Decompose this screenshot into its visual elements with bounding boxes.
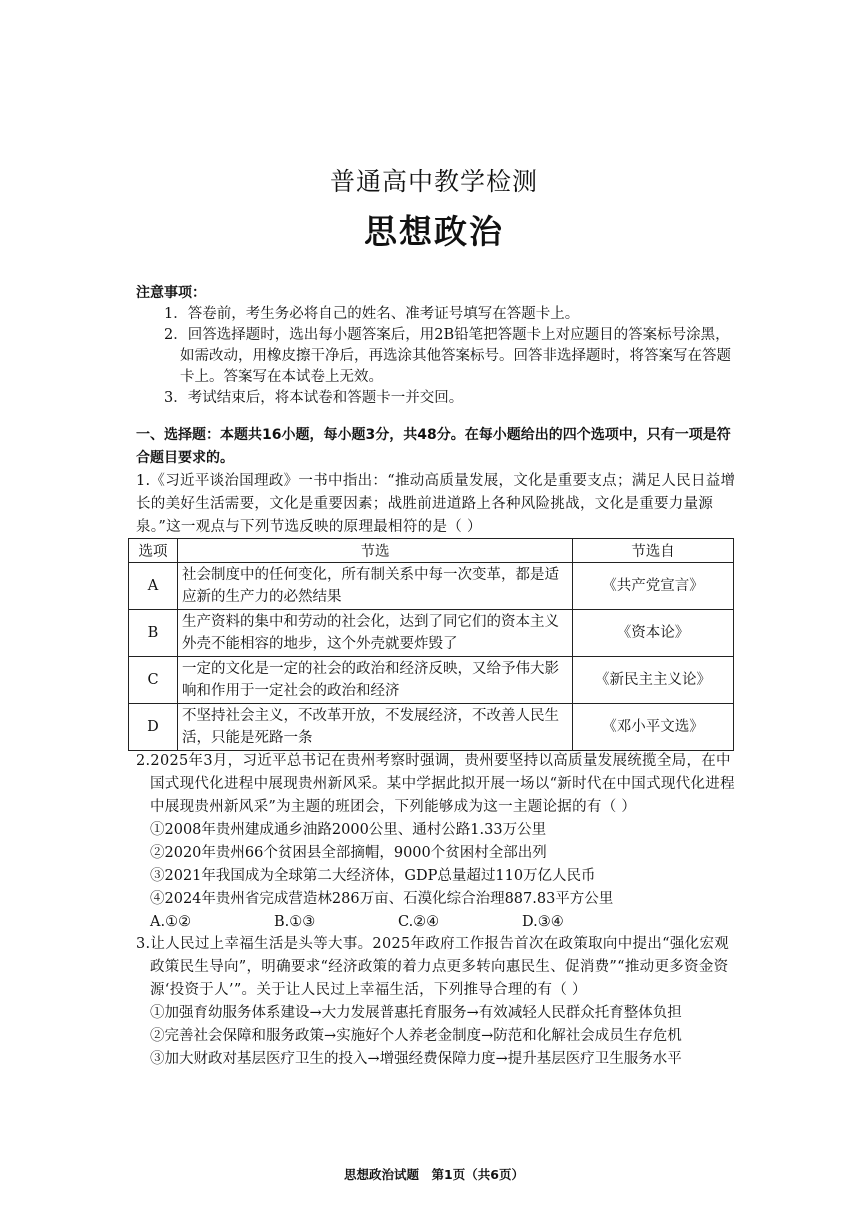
statement-item: ①加强育幼服务体系建设→大力发展普惠托育服务→有效减轻人民群众托育整体负担 [150,1005,682,1021]
option-excerpt: 社会制度中的任何变化，所有制关系中每一次变革，都是适应新的生产力的必然结果 [178,563,573,610]
choice-c: C.②④ [398,914,440,930]
question-3 [136,933,736,1071]
statement-item: ③2021年我国成为全球第二大经济体，GDP总量超过110万亿人民币 [150,868,596,884]
question-stem: 1.《习近平谈治国理政》一书中指出：“推动高质量发展，文化是重要支点；满足人民日益增长的美好生活需要，文化是重要因素；战胜前进道路上各种风险挑战，文化是重要力量源泉。”这一观点与下列节选反映的原理最相符的是（ ） [136,473,736,535]
option-label: C [129,657,178,704]
option-source: 《邓小平文选》 [573,704,734,751]
notice-item: 3．考试结束后，将本试卷和答题卡一并交回。 [164,390,464,406]
section-title: 一、选择题：本题共16小题，每小题3分，共48分。在每小题给出的四个选项中，只有一项是符合题目要求的。 [136,427,731,466]
notice-item: 2．回答选择题时，选出每小题答案后，用2B铅笔把答题卡上对应题目的答案标号涂黑，如需改动，用橡皮擦干净后，再选涂其他答案标号。回答非选择题时，将答案写在答题卡上。答案写在本试卷上无效。 [164,327,731,385]
option-label: A [129,563,178,610]
table-header: 选项 [129,539,178,563]
table-row [129,563,734,610]
statement-item: ②完善社会保障和服务政策→实施好个人养老金制度→防范和化解社会成员生存危机 [150,1028,682,1044]
table-header: 节选 [178,539,573,563]
choice-b: B.①③ [274,914,316,930]
option-excerpt: 生产资料的集中和劳动的社会化，达到了同它们的资本主义外壳不能相容的地步，这个外壳就要炸毁了 [178,610,573,657]
option-label: B [129,610,178,657]
statement-item: ①2008年贵州建成通乡油路2000公里、通村公路1.33万公里 [150,822,547,838]
statement-item: ②2020年贵州66个贫困县全部摘帽，9000个贫困村全部出列 [150,845,547,861]
option-source: 《资本论》 [573,610,734,657]
option-excerpt: 一定的文化是一定的社会的政治和经济反映，又给予伟大影响和作用于一定社会的政治和经济 [178,657,573,704]
table-row [129,610,734,657]
subject-title: 思想政治 [364,212,504,251]
statement-item: ④2024年贵州省完成营造林286万亩、石漠化综合治理887.83平方公里 [150,891,614,907]
question-stem: 2.2025年3月，习近平总书记在贵州考察时强调，贵州要坚持以高质量发展统揽全局，在中国式现代化进程中展现贵州新风采。某中学据此拟开展一场以“新时代在中国式现代化进程中展现贵州新风采”为主题的班团会，下列能够成为这一主题论据的有（ ） [136,753,735,815]
notice-item: 1．答卷前，考生务必将自己的姓名、准考证号填写在答题卡上。 [164,306,580,322]
question-stem: 3.让人民过上幸福生活是头等大事。2025年政府工作报告首次在政策取向中提出“强化宏观政策民生导向”，明确要求“经济政策的着力点更多转向惠民生、促消费”“推动更多资金资源‘投资于人’”。关于让人民过上幸福生活，下列推导合理的有（ ） [136,936,730,998]
choice-d: D.③④ [522,914,564,930]
question-1-table [128,538,734,751]
page-footer: 思想政治试题 第1页（共6页） [344,1167,524,1182]
option-excerpt: 不坚持社会主义，不改革开放，不发展经济，不改善人民生活，只能是死路一条 [178,704,573,751]
option-source: 《新民主主义论》 [573,657,734,704]
exam-title: 普通高中教学检测 [329,167,538,196]
table-header-row [129,539,734,563]
table-header: 节选自 [573,539,734,563]
question-1 [136,470,736,539]
table-row [129,704,734,751]
statement-item: ③加大财政对基层医疗卫生的投入→增强经费保障力度→提升基层医疗卫生服务水平 [150,1051,682,1067]
option-label: D [129,704,178,751]
choice-a: A.①② [150,914,192,930]
notice-block [136,283,736,409]
answer-choices [136,911,736,934]
option-source: 《共产党宣言》 [573,563,734,610]
table-row [129,657,734,704]
notice-heading: 注意事项： [136,285,206,301]
question-2 [136,750,736,934]
